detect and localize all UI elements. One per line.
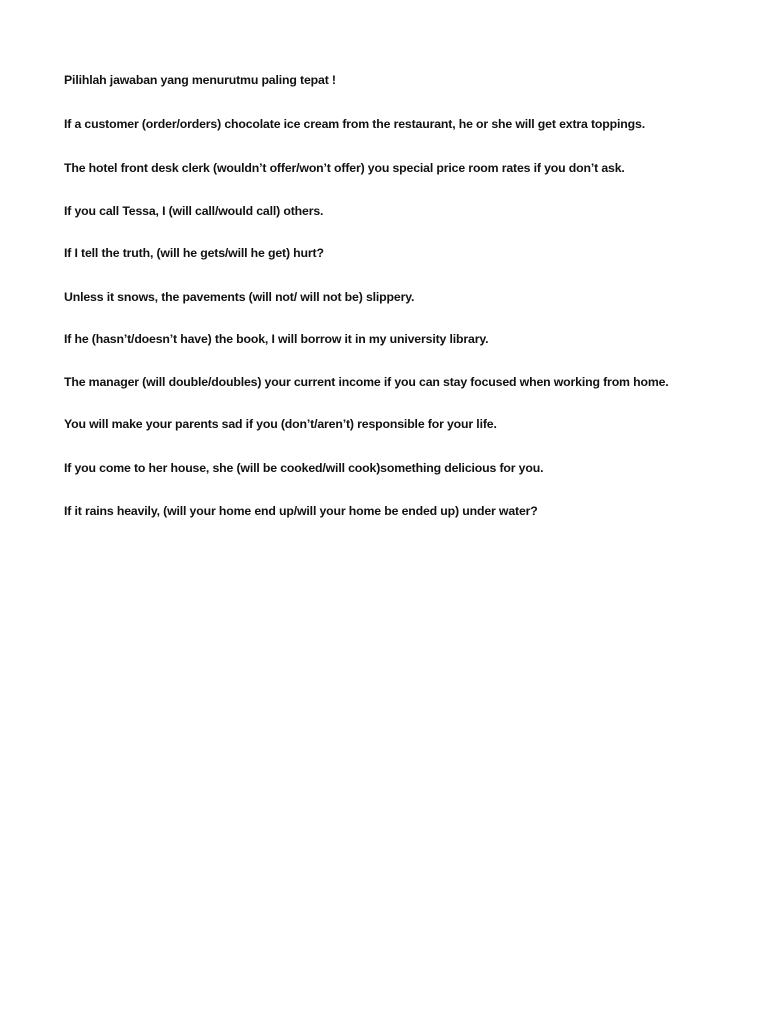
question-10: If it rains heavily, (will your home end up/will your home be ended up) under water?	[64, 504, 538, 518]
question-2: The hotel front desk clerk (wouldn’t offer/won’t offer) you special price room rates if you don’t ask.	[64, 161, 625, 175]
question-5: Unless it snows, the pavements (will not/ will not be) slippery.	[64, 290, 415, 304]
question-1: If a customer (order/orders) chocolate ice cream from the restaurant, he or she will get extra toppings.	[64, 117, 645, 131]
question-8: You will make your parents sad if you (don’t/aren’t) responsible for your life.	[64, 417, 497, 431]
instruction-text: Pilihlah jawaban yang menurutmu paling tepat !	[64, 73, 336, 87]
question-6: If he (hasn’t/doesn’t have) the book, I will borrow it in my university library.	[64, 332, 489, 346]
question-4: If I tell the truth, (will he gets/will he get) hurt?	[64, 246, 324, 260]
question-9: If you come to her house, she (will be cooked/will cook)something delicious for you.	[64, 461, 544, 475]
question-7: The manager (will double/doubles) your current income if you can stay focused when working from home.	[64, 375, 669, 389]
question-3: If you call Tessa, I (will call/would call) others.	[64, 204, 324, 218]
